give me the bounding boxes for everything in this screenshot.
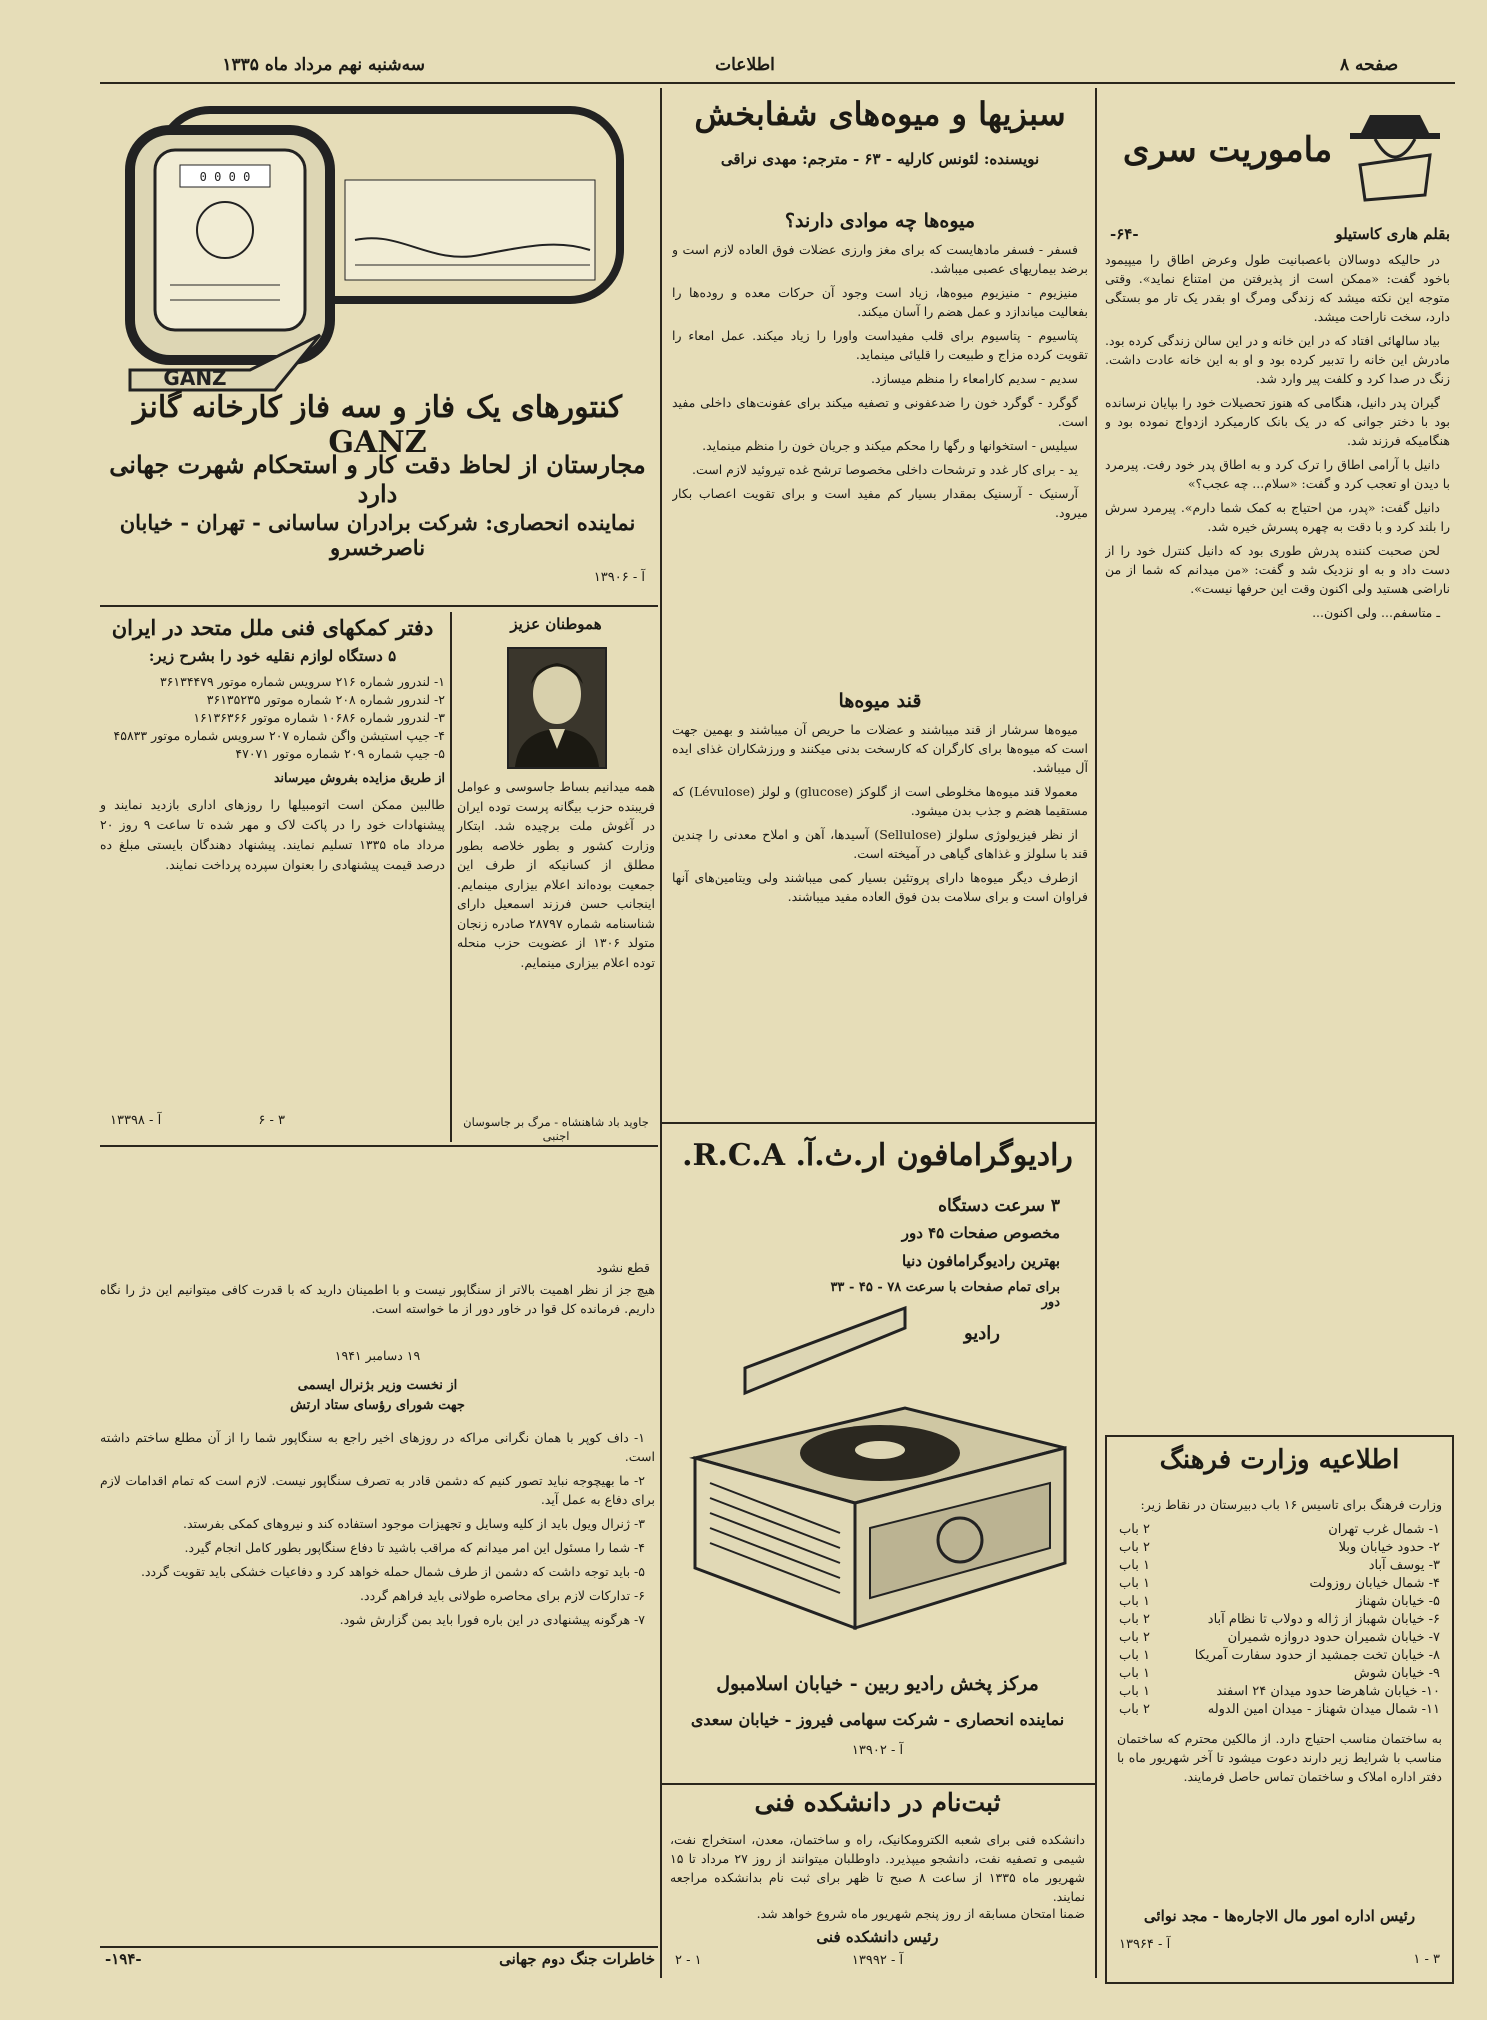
memoir: [100, 1260, 655, 1975]
compatriots-body: همه میدانیم بساط جاسوسی و عوامل فریبنده حزب بیگانه پرست توده ایران در آغوش ملت برچیده شد. ابتکار وزارت کشور و بطور خلاصه بطور مطلق از کسانیکه از طرف این جمعیت بوده‌اند اعلام بیزاری مینمایم. اینجانب حسن فرزند اسمعیل دارای شناسنامه شماره ۲۸۷۹۷ صادره زنجان متولد ۱۳۰۶ از عضویت حزب منحله توده اعلام بیزاری مینمایم.: [457, 779, 655, 970]
fruits-paragraph: آرسنیک - آرسنیک بمقدار بسیار کم مفید است و برای تقویت اعصاب بکار میرود.: [672, 486, 1088, 520]
list-item: ۱۱- شمال میدان شهناز - میدان امین الدوله ۲ باب: [1119, 1702, 1440, 1717]
list-item: ۱- شمال غرب تهران ۲ باب: [1119, 1522, 1440, 1537]
list-item: ۹- خیابان شوش ۱ باب: [1119, 1666, 1440, 1681]
memoir-point: ۱- داف کوپر با همان نگرانی مراکه در روزهای اخیر راجع به سنگاپور شما را از آن مطلع ساختم داشته است.: [100, 1430, 655, 1464]
memoir-point: ۷- هرگونه پیشنهادی در این باره فورا باید بمن گزارش شود.: [339, 1612, 645, 1627]
list-item: ۷- خیابان شمیران حدود دروازه شمیران ۲ باب: [1119, 1630, 1440, 1645]
memoir-date: ۱۹ دسامبر ۱۹۴۱: [334, 1348, 421, 1363]
rca-ad: [665, 1128, 1090, 1783]
rca-feature: بهترین رادیوگرامافون دنیا: [901, 1252, 1060, 1270]
electric-meter-icon: [100, 90, 655, 420]
ganz-code: آ - ۱۳۹۰۶: [593, 570, 645, 585]
un-code-2: ۳ - ۶: [258, 1113, 285, 1128]
list-item: ۴- جیپ استیشن واگن شماره ۲۰۷ سرویس شماره موتور ۴۵۸۳۳: [113, 728, 445, 743]
ministry-list: [1119, 1521, 1440, 1719]
memoir-number: -۱۹۴-: [105, 1950, 142, 1968]
ganz-ad: [100, 90, 655, 605]
ministry-title: اطلاعیه وزارت فرهنگ: [1159, 1445, 1400, 1475]
un-side-rule: [450, 612, 452, 1142]
ministry-code: آ - ۱۳۹۶۴: [1119, 1937, 1171, 1952]
memoir-point: ۳- ژنرال ویول باید از کلیه وسایل و تجهیزات موجود استفاده کند و نیروهای کمکی بفرستد.: [182, 1516, 645, 1531]
list-item: ۲- حدود خیابان وبلا ۲ باب: [1119, 1540, 1440, 1555]
memoir-point: ۶- تدارکات لازم برای محاصره طولانی باید فراهم گردد.: [360, 1588, 645, 1603]
memoir-point: ۲- ما بهیچوجه نباید تصور کنیم که دشمن قادر به تصرف سنگاپور نیست. لازم است که تمام اقدامات لازم برای دفاع به عمل آید.: [100, 1473, 655, 1507]
ministry-notice: [1105, 1435, 1454, 1984]
fruits-byline: نویسنده: لئونس کارلیه - ۶۳ - مترجم: مهدی نراقی: [720, 150, 1040, 168]
radiogram-icon: [675, 1298, 1075, 1648]
serial-paragraph: گیران پدر دانیل، هنگامی که هنوز تحصیلات خود را بپایان نرسانده بود با دختر جوانی که در یک بانک کارمیکرد ازدواج نموده بود و هنگامیکه فرزند شد.: [1105, 395, 1450, 448]
issue-date: سه‌شنبه نهم مرداد ماه ۱۳۳۵: [222, 55, 425, 75]
memoir-point: ۵- باید توجه داشت که دشمن از طرف شمال حمله خواهد کرد و دفاعیات خشکی باید تقویت گردد.: [140, 1564, 645, 1579]
faculty-code-2: ۱ - ۲: [675, 1953, 702, 1968]
compatriots-footer: جاوید باد شاهنشاه - مرگ بر جاسوسان اجنبی: [463, 1115, 649, 1143]
sugar-title: قند میوه‌ها: [838, 690, 922, 712]
list-item: ۱- لندرور شماره ۲۱۶ سرویس شماره موتور ۳۶۱۳۴۴۷۹: [159, 674, 445, 689]
ministry-code-2: ۳ - ۱: [1413, 1952, 1440, 1967]
serial-title: ماموریت سری: [1122, 130, 1333, 170]
serial-paragraph: دانیل گفت: «پدر، من احتیاج به کمک شما دارم». پیرمرد سرش را بلند کرد و با دقت به چهره پسرش خیره شد.: [1105, 500, 1450, 534]
serial-author: بقلم هاری کاستیلو: [1335, 225, 1450, 243]
svg-text:0 0 0 0: 0 0 0 0: [199, 170, 251, 184]
portrait-photo: [507, 647, 607, 769]
faculty-code: آ - ۱۳۹۹۲: [851, 1953, 904, 1968]
ganz-line-3: نماینده انحصاری: شرکت برادران ساسانی - تهران - خیابان ناصرخسرو: [119, 510, 636, 560]
fruits-paragraph: سیلیس - استخوانها و رگها را محکم میکند و جریان خون را منظم مینماید.: [702, 438, 1078, 453]
list-item: ۸- خیابان تخت جمشید از حدود سفارت آمریکا ۱ باب: [1119, 1648, 1440, 1663]
memoir-from: از نخست وزیر بژنرال ایسمی: [297, 1378, 458, 1393]
masthead-rule: [100, 82, 1455, 84]
rca-feature: مخصوص صفحات ۴۵ دور: [901, 1224, 1060, 1242]
fruits-subtitle: میوه‌ها چه موادی دارند؟: [784, 210, 976, 232]
fruits-paragraph: ید - برای کار غدد و ترشحات داخلی مخصوصا ترشح غده تیروئید لازم است.: [691, 462, 1078, 477]
faculty-title: ثبت‌نام در دانشکده فنی: [754, 1788, 1001, 1817]
ministry-intro: وزارت فرهنگ برای تاسیس ۱۶ باب دبیرستان در نقاط زیر:: [1140, 1497, 1442, 1512]
ministry-signature: رئیس اداره امور مال الاجاره‌ها - مجد نوائی: [1143, 1907, 1416, 1925]
un-notice: [100, 615, 445, 1140]
faculty-signature: رئیس دانشکده فنی: [816, 1928, 939, 1946]
serial-number: -۶۴-: [1110, 225, 1139, 243]
spy-icon: [1340, 95, 1450, 205]
memoir-footer: خاطرات جنگ دوم جهانی: [499, 1950, 655, 1968]
ministry-body: به ساختمان مناسب احتیاج دارد. از مالکین محترم که ساختمان مناسب با شرایط زیر دارند دعوت میشود تا آخر شهریور ماه با دفتر اداره املاک و ساختمان تماس حاصل فرمایند.: [1117, 1731, 1442, 1784]
faculty-notice: [665, 1788, 1090, 1978]
fruits-paragraph: فسفر - فسفر مادهایست که برای مغز وارزی عضلات فوق العاده لازم است و برضد بیماریهای عصبی میباشد.: [672, 242, 1088, 276]
fruits-paragraph: سدیم - سدیم کارامعاء را منظم میسازد.: [871, 371, 1078, 386]
fruits-body: [672, 240, 1088, 680]
serial-body: [1105, 250, 1450, 1330]
serial-paragraph: در حالیکه دوسالان باعصبانیت طول وعرض اطاق را میپیمود باخود گفت: «ممکن است از پذیرفتن من امتناع نماید». وقتی متوجه این نکته میشد که زندگی ومرگ او بقدر یک تار مو بستگی دارد، سخت ناراحت میشد.: [1105, 252, 1450, 324]
notices-bottom-rule: [100, 1145, 658, 1147]
fruits-bottom-rule: [662, 1122, 1095, 1124]
serial-paragraph: دانیل با آرامی اطاق را ترک کرد و به اطاق پدر خود رفت. پیرمرد با دیدن او تعجب کرد و گفت: «سلام... چه عجب؟»: [1105, 457, 1450, 491]
rca-dealer: مرکز پخش رادیو ربین - خیابان اسلامبول: [716, 1673, 1039, 1695]
faculty-note: ضمنا امتحان مسابقه از روز پنجم شهریور ماه شروع خواهد شد.: [756, 1906, 1085, 1921]
un-code: آ - ۱۳۳۹۸: [110, 1113, 162, 1128]
memoir-point: ۴- شما را مسئول این امر میدانم که مراقب باشید تا دفاع سنگاپور بطور کامل انجام گیرد.: [184, 1540, 645, 1555]
compatriots-notice: [457, 615, 655, 1143]
list-item: ۲- لندرور شماره ۲۰۸ شماره موتور ۳۶۱۳۵۲۳۵: [206, 692, 445, 707]
fruits-title: سبزیها و میوه‌های شفابخش: [694, 95, 1066, 133]
list-item: ۵- جیپ شماره ۲۰۹ شماره موتور ۴۷۰۷۱: [235, 746, 445, 761]
serial-header: [1100, 95, 1450, 215]
memoir-intro: قطع نشود: [596, 1260, 650, 1275]
rca-bottom-rule: [662, 1783, 1095, 1785]
ganz-bottom-rule: [100, 605, 658, 607]
rca-title: رادیوگرامافون ار.ث.آ. R.C.A.: [682, 1138, 1073, 1173]
sugar-paragraph: از نظر فیزیولوژی سلولز (Sellulose) آسیدها، آهن و املاح معدنی را چندین قند با سلولز و غذاهای گیاهی در آمیخته است.: [672, 827, 1088, 861]
page-number: صفحه ۸: [1340, 55, 1399, 75]
list-item: ۵- خیابان شهناز ۱ باب: [1119, 1594, 1440, 1609]
list-item: ۳- یوسف آباد ۱ باب: [1119, 1558, 1440, 1573]
ganz-logo: GANZ: [163, 366, 227, 390]
rca-rep: نماینده انحصاری - شرکت سهامی فیروز - خیابان سعدی: [690, 1710, 1065, 1729]
serial-paragraph: ـ متاسفم... ولی اکنون...: [1312, 605, 1440, 620]
rca-feature: برای تمام صفحات با سرعت ۷۸ - ۴۵ - ۳۳ دور: [830, 1280, 1060, 1310]
rca-label: رادیو: [963, 1323, 1000, 1344]
memoir-from-2: جهت شورای رؤسای ستاد ارتش: [290, 1398, 465, 1413]
sugar-body: [672, 720, 1088, 1115]
fruits-paragraph: گوگرد - گوگرد خون را ضدعفونی و تصفیه میکند برای عفونت‌های داخلی مفید است.: [672, 395, 1088, 429]
sugar-paragraph: معمولا قند میوه‌ها مخلوطی است از گلوکز (glucose) و لولز (Lévulose) که مستقیما هضم و جذب بدن میشود.: [672, 784, 1088, 818]
sugar-paragraph: میوه‌ها سرشار از قند میباشند و عضلات ما حریص آن میباشند و بهمین جهت است که میوه‌ها برای کارگران که کارسخت بدنی میکنند و ورزشکاران غذای ایده آل میباشد.: [672, 722, 1088, 775]
column-rule-right: [1095, 88, 1097, 1978]
serial-paragraph: بیاد سالهائی افتاد که در این خانه و در این سالن زندگی کرده بود. مادرش این خانه را تدبیر کرده بود و او به این خانه عادت داشت. زنگ در صدا کرد و کلفت پیر وارد شد.: [1105, 333, 1450, 386]
list-item: ۴- شمال خیابان روزولت ۱ باب: [1119, 1576, 1440, 1591]
list-item: ۶- خیابان شهباز از ژاله و دولاب تا نظام آباد ۲ باب: [1119, 1612, 1440, 1627]
un-note: از طریق مزایده بفروش میرساند: [273, 770, 445, 785]
list-item: ۱۰- خیابان شاهرضا حدود میدان ۲۴ اسفند ۱ باب: [1119, 1684, 1440, 1699]
column-rule-middle: [660, 88, 662, 1978]
fruits-paragraph: پتاسیوم - پتاسیوم برای قلب مفیداست واورا را زیاد میکند. عمل امعاء را تقویت کرده مزاج و طبیعت را قلیائی مینماید.: [672, 328, 1088, 362]
un-subtitle: ۵ دستگاه لوازم نقلیه خود را بشرح زیر:: [148, 647, 397, 665]
fruits-paragraph: منیزیوم - منیزیوم میوه‌ها، زیاد است وجود آن حرکات معده و روده‌ها را بفعالیت میاندازد و عمل هضم را آسان میکند.: [672, 285, 1088, 319]
memoir-bottom-rule: [100, 1946, 658, 1948]
un-vehicle-list: [100, 673, 445, 763]
rca-feature: ۳ سرعت دستگاه: [938, 1196, 1060, 1216]
faculty-body: دانشکده فنی برای شعبه الکترومکانیک، راه و ساختمان، معدن، استخراج نفت، شیمی و تصفیه نفت، دانشجو میپذیرد. داوطلبان میتوانند از روز ۲۷ مرداد تا ۱۵ شهریور ماه ۱۳۳۵ از ساعت ۸ صبح تا ظهر برای ثبت نام بدانشکده مراجعه نمایند.: [670, 1832, 1086, 1904]
sugar-paragraph: ازطرف دیگر میوه‌ها دارای پروتئین بسیار کمی میباشند ولی ویتامین‌های آنها فراوان است و برای سلامت بدن فوق العاده مفید میباشند.: [672, 870, 1088, 904]
serial-paragraph: لحن صحبت کننده پدرش طوری بود که دانیل کنترل خود را از دست داد و به او نزدیک شد و گفت: «من میدانم که شما از من ناراضی هستید ولی اکنون وقت این حرفها نیست».: [1105, 543, 1450, 596]
newspaper-name: اطلاعات: [715, 55, 775, 75]
ganz-line-2: مجارستان از لحاظ دقت کار و استحکام شهرت جهانی دارد: [109, 450, 646, 508]
memoir-points: [100, 1428, 655, 1938]
un-body: طالبین ممکن است اتومبیلها را روزهای اداری بازدید نمایند و پیشنهادات خود را در پاکت لاک و مهر شده تا ساعت ۹ روز ۲۰ مرداد ماه ۱۳۳۵ تسلیم نمایند. پیشنهاد دهندگان بایستی مبلغ ده درصد قیمت پیشنهادی را بعنوان سپرده پرداخت نمایند.: [100, 797, 445, 872]
list-item: ۳- لندرور شماره ۱۰۶۸۶ شماره موتور ۱۶۱۳۶۳۶۶: [193, 710, 445, 725]
rca-code: آ - ۱۳۹۰۲: [851, 1743, 904, 1758]
ganz-line-1: کنتورهای یک فاز و سه فاز کارخانه گانز GANZ: [132, 390, 623, 460]
memoir-paragraph: هیچ جز از نظر اهمیت بالاتر از سنگاپور نیست و با اطمینان دارید که با قدرت کافی میتوانیم این دژ را نگاه داریم. فرمانده کل قوا در خاور دور از ما خواسته است.: [100, 1282, 655, 1316]
un-title: دفتر کمکهای فنی ملل متحد در ایران: [111, 615, 434, 640]
compatriots-title: هموطنان عزیز: [510, 615, 602, 633]
